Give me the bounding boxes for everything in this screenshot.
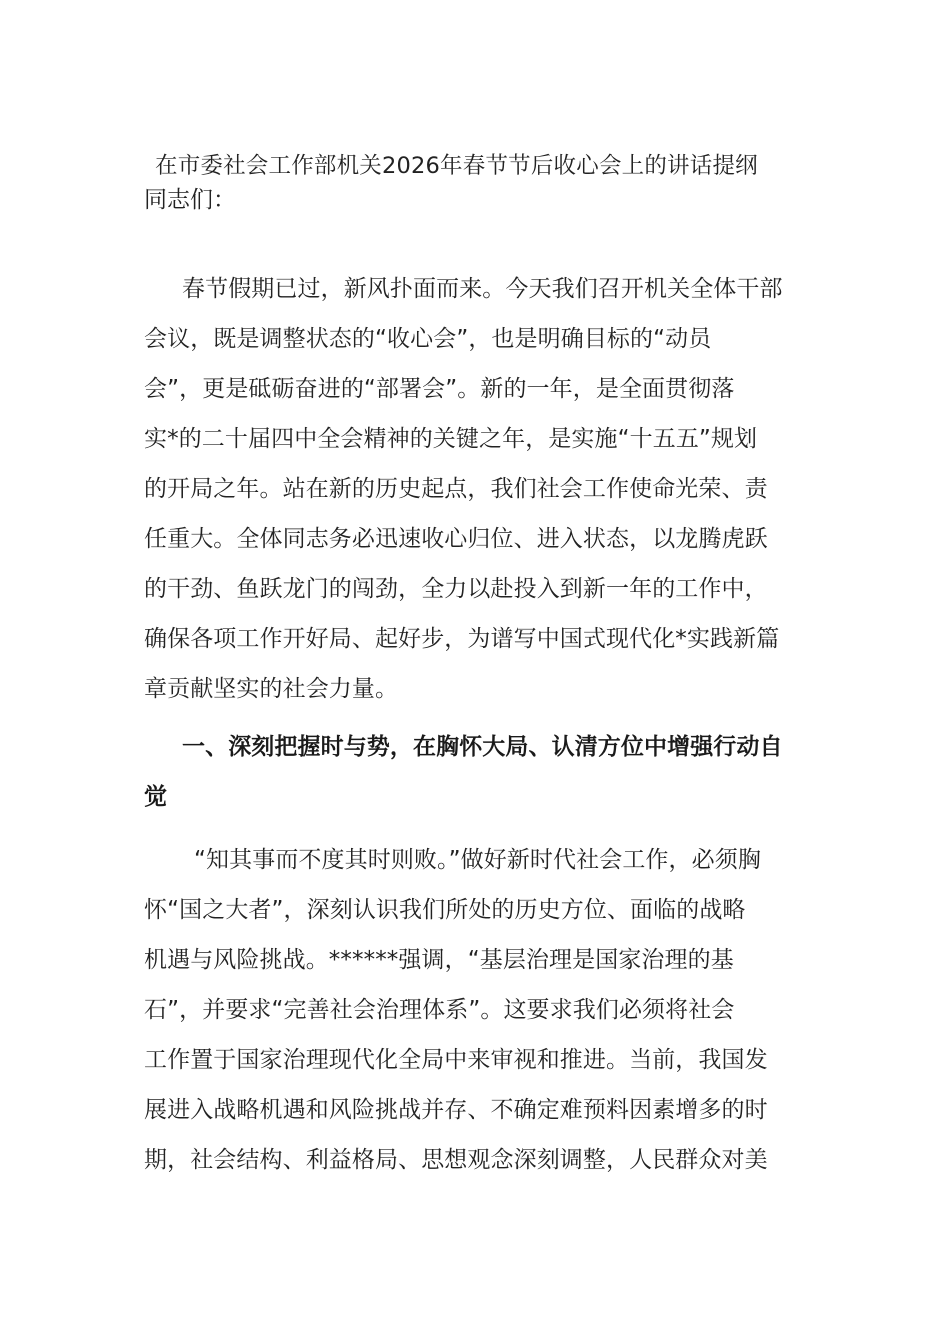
- paragraph-line: 的开局之年。站在新的历史起点，我们社会工作使命光荣、责: [144, 476, 768, 502]
- paragraph-line: 期，社会结构、利益格局、思想观念深刻调整，人民群众对美: [144, 1147, 768, 1173]
- paragraph-line: 工作置于国家治理现代化全局中来审视和推进。当前，我国发: [144, 1047, 768, 1073]
- paragraph-line: 展进入战略机遇和风险挑战并存、不确定难预料因素增多的时: [144, 1097, 768, 1123]
- heading-line: 觉: [144, 784, 168, 810]
- paragraph-line: 实*的二十届四中全会精神的关键之年，是实施“十五五”规划: [144, 426, 758, 452]
- paragraph-1: [144, 264, 812, 714]
- heading-line: 一、深刻把握时与势，在胸怀大局、认清方位中增强行动自: [182, 734, 783, 760]
- paragraph-line: 春节假期已过，新风扑面而来。今天我们召开机关全体干部: [182, 276, 783, 302]
- paragraph-line: 机遇与风险挑战。******强调，“基层治理是国家治理的基: [144, 947, 734, 973]
- paragraph-line: 任重大。全体同志务必迅速收心归位、进入状态，以龙腾虎跃: [144, 526, 768, 552]
- paragraph-line: 会”，更是砥砺奋进的“部署会”。新的一年，是全面贯彻落: [144, 376, 735, 402]
- paragraph-line: 会议，既是调整状态的“收心会”，也是明确目标的“动员: [144, 326, 712, 352]
- paragraph-line: 章贡献坚实的社会力量。: [144, 676, 399, 702]
- paragraph-line: 怀“国之大者”，深刻认识我们所处的历史方位、面临的战略: [144, 897, 746, 923]
- paragraph-line: 的干劲、鱼跃龙门的闯劲，全力以赴投入到新一年的工作中，: [144, 576, 768, 602]
- section-heading-1: [144, 722, 812, 822]
- paragraph-line: “知其事而不度其时则败。”做好新时代社会工作，必须胸: [194, 847, 761, 873]
- paragraph-line: 石”，并要求“完善社会治理体系”。这要求我们必须将社会: [144, 997, 735, 1023]
- document-title: 在市委社会工作部机关2026年春节节后收心会上的讲话提纲: [155, 153, 758, 179]
- salutation: 同志们：: [144, 187, 236, 213]
- paragraph-2: [144, 835, 812, 1185]
- paragraph-line: 确保各项工作开好局、起好步，为谱写中国式现代化*实践新篇: [144, 626, 780, 652]
